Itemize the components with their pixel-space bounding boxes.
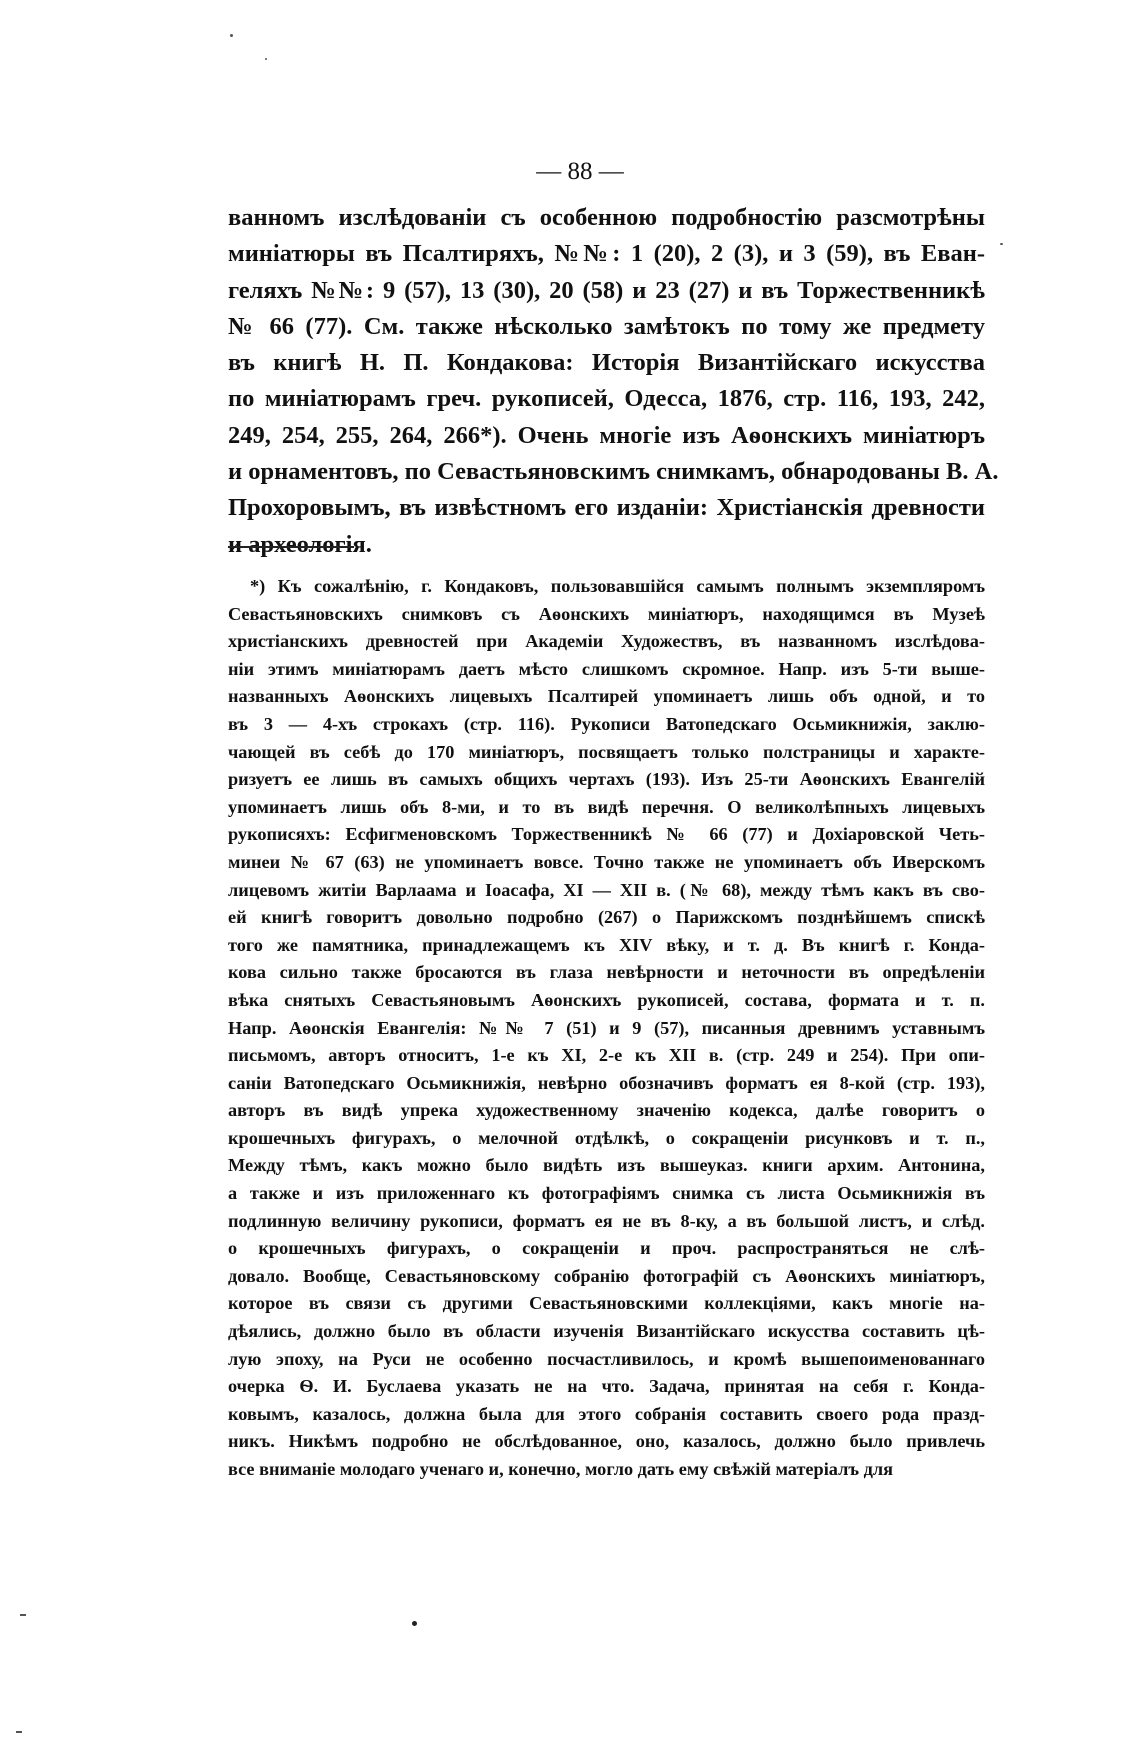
main-text-line: ванномъ изслѣдованіи съ особенною подробностію разсмотрѣны: [228, 204, 985, 231]
scan-speck: [16, 1731, 22, 1733]
main-text-line: № 66 (77). См. также нѣсколько замѣтокъ по тому же предмету: [228, 312, 985, 340]
footnote-line: ковымъ, казалось, должна была для этого собранія составить своего рода празд-: [228, 1403, 985, 1424]
footnote-line: ніи этимъ миніатюрамъ даетъ мѣсто слишкомъ скромное. Напр. изъ 5-ти выше-: [228, 658, 985, 679]
footnote-line: чающей въ себѣ до 170 миніатюръ, посвящаетъ только полстраницы и характе-: [228, 741, 985, 762]
main-text: [228, 200, 999, 563]
page-number: — 88 —: [536, 158, 624, 185]
footnote: [228, 573, 985, 1484]
main-text-line: Прохоровымъ, въ извѣстномъ его изданіи: Христіанскія древности: [228, 494, 985, 522]
footnote-line: Севастьяновскихъ снимковъ съ Аѳонскихъ миніатюръ, находящимся въ Музеѣ: [228, 603, 985, 624]
footnote-line: въ 3 — 4-хъ строкахъ (стр. 116). Рукописи Ватопедскаго Осьмикнижія, заклю-: [228, 713, 985, 734]
main-text-line: и археологія.: [228, 530, 372, 558]
footnote-line: крошечныхъ фигурахъ, о мелочной отдѣлкѣ, о сокращеніи рисунковъ и т. п.,: [228, 1127, 985, 1148]
footnote-line: лицевомъ житіи Варлаама и Іоасафа, XI — XII в. (№ 68), между тѣмъ какъ въ сво-: [228, 879, 985, 900]
main-text-line: и орнаментовъ, по Севастьяновскимъ снимкамъ, обнародованы В. А.: [228, 458, 999, 486]
scan-speck: [412, 1621, 417, 1626]
footnote-line: того же памятника, принадлежащемъ къ XIV вѣку, и т. д. Въ книгѣ г. Конда-: [228, 934, 985, 955]
footnote-line: названныхъ Аѳонскихъ лицевыхъ Псалтирей упоминаетъ лишь объ одной, и то: [228, 686, 985, 707]
footnote-line: довало. Вообще, Севастьяновскому собранію фотографій съ Аѳонскихъ миніатюръ,: [228, 1265, 985, 1286]
footnote-line: Напр. Аѳонскія Евангелія: №№ 7 (51) и 9 (57), писанныя древнимъ уставнымъ: [228, 1017, 985, 1038]
footnote-line: которое въ связи съ другими Севастьяновскими коллекціями, какъ многіе на-: [228, 1293, 985, 1314]
main-text-line: по миніатюрамъ греч. рукописей, Одесса, 1876, стр. 116, 193, 242,: [228, 385, 985, 413]
main-text-line: въ книгѣ Н. П. Кондакова: Исторія Византійскаго искусства: [228, 349, 985, 377]
footnote-line: кова сильно также бросаются въ глаза невѣрности и неточности въ опредѣленіи: [228, 962, 985, 983]
footnote-line: *) Къ сожалѣнію, г. Кондаковъ, пользовавшійся самымъ полнымъ экземпляромъ: [250, 576, 985, 596]
main-text-line: миніатюры въ Псалтиряхъ, №№: 1 (20), 2 (3), и 3 (59), въ Еван-: [228, 240, 985, 268]
footnote-line: минеи № 67 (63) не упоминаетъ вовсе. Точно также не упоминаетъ объ Иверскомъ: [228, 851, 985, 872]
footnote-line: о крошечныхъ фигурахъ, о сокращеніи и проч. распространяться не слѣ-: [228, 1238, 985, 1259]
footnote-line: авторъ въ видѣ упрека художественному значенію кодекса, далѣе говоритъ о: [228, 1100, 985, 1121]
footnote-line: христіанскихъ древностей при Академіи Художествъ, въ названномъ изслѣдова-: [228, 631, 985, 652]
footnote-line: дѣялись, должно было въ области изученія Византійскаго искусства составить цѣ-: [228, 1321, 985, 1342]
footnote-line: все вниманіе молодаго ученаго и, конечно, могло дать ему свѣжій матеріалъ для: [228, 1459, 893, 1479]
footnote-separator-rule: [228, 546, 354, 548]
footnote-line: а также и изъ приложеннаго къ фотографіямъ снимка съ листа Осьмикнижія въ: [228, 1183, 985, 1204]
scan-speck: [230, 34, 233, 37]
footnote-line: вѣка снятыхъ Севастьяновымъ Аѳонскихъ рукописей, состава, формата и т. п.: [228, 989, 985, 1010]
footnote-line: никъ. Никѣмъ подробно не обслѣдованное, оно, казалось, должно было привлечь: [228, 1431, 985, 1452]
footnote-line: саніи Ватопедскаго Осьмикнижія, невѣрно обозначивъ форматъ ея 8-кой (стр. 193),: [228, 1072, 985, 1093]
footnote-line: рукописяхъ: Есфигменовскомъ Торжественникѣ № 66 (77) и Дохіаровской Четь-: [228, 824, 985, 845]
footnote-line: подлинную величину рукописи, форматъ ея не въ 8-ку, а въ большой листъ, и слѣд.: [228, 1210, 985, 1231]
scan-speck: [1000, 243, 1003, 245]
main-text-line: геляхъ №№: 9 (57), 13 (30), 20 (58) и 23 (27) и въ Торжественникѣ: [228, 276, 985, 304]
footnote-line: письмомъ, авторъ относитъ, 1-е къ XI, 2-е къ XII в. (стр. 249 и 254). При опи-: [228, 1045, 985, 1066]
scan-speck: [20, 1614, 26, 1616]
footnote-line: ей книгѣ говоритъ довольно подробно (267) о Парижскомъ позднѣйшемъ спискѣ: [228, 907, 985, 928]
footnote-line: лую эпоху, на Руси не особенно посчастливилось, и кромѣ вышепоименованнаго: [228, 1348, 985, 1369]
footnote-line: Между тѣмъ, какъ можно было видѣть изъ вышеуказ. книги архим. Антонина,: [228, 1155, 985, 1176]
footnote-line: очерка Ѳ. И. Буслаева указать не на что. Задача, принятая на себя г. Конда-: [228, 1376, 985, 1397]
main-text-line: 249, 254, 255, 264, 266*). Очень многіе изъ Аѳонскихъ миніатюръ: [228, 421, 985, 449]
scan-speck: [265, 58, 267, 60]
footnote-line: ризуетъ ее лишь въ самыхъ общихъ чертахъ (193). Изъ 25-ти Аѳонскихъ Евангелій: [228, 769, 985, 790]
footnote-line: упоминаетъ лишь объ 8-ми, и то въ видѣ перечня. О великолѣпныхъ лицевыхъ: [228, 796, 985, 817]
